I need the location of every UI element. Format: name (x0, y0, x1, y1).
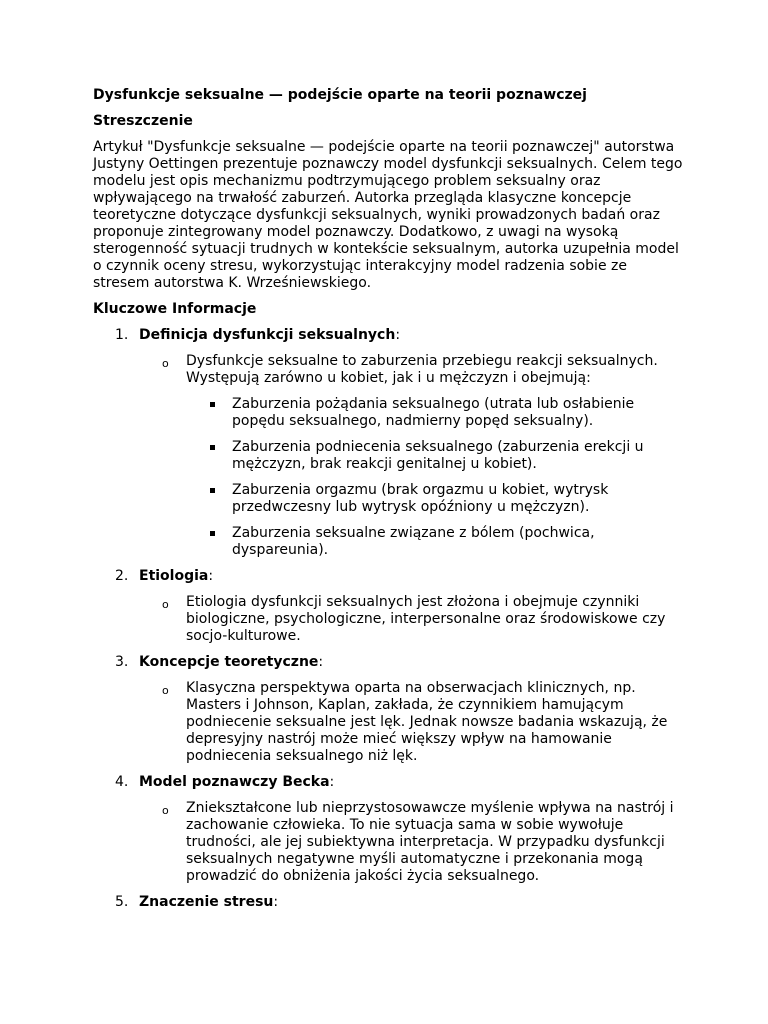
nested-list-item (186, 525, 683, 559)
item-colon: : (208, 568, 214, 584)
item-title: Znaczenie stresu (139, 894, 274, 910)
sub-list (139, 800, 683, 885)
item-colon: : (329, 774, 335, 790)
list-item-definition (93, 327, 683, 559)
item-colon: : (318, 654, 324, 670)
sub-list-item (139, 594, 683, 645)
circle-bullet-icon: o (162, 684, 169, 697)
item-colon: : (273, 894, 279, 910)
circle-bullet-icon: o (162, 357, 169, 370)
sub-list-item (139, 680, 683, 765)
sub-item-text: Etiologia dysfunkcji seksualnych jest złożona i obejmuje czynniki biologiczne, psychologiczne, interpersonalne oraz środowiskowe czy socjo-kulturowe. (186, 594, 666, 644)
list-item-stress (93, 894, 683, 911)
sub-list (139, 594, 683, 645)
nested-list-item (186, 482, 683, 516)
summary-paragraph: Artykuł "Dysfunkcje seksualne — podejście oparte na teorii poznawczej" autorstwa Justyny Oettingen prezentuje poznawczy model dysfunkcji seksualnych. Celem tego modelu jest opis mechanizmu podtrzymującego problem seksualny oraz wpływającego na trwałość zaburzeń. Autorka przegląda klasyczne koncepcje teoretyczne dotyczące dysfunkcji seksualnych, wyniki prowadzonych badań oraz proponuje zintegrowany model poznawczy. Dodatkowo, z uwagi na wysoką sterogenność sytuacji trudnych w kontekście seksualnym, autorka uzupełnia model o czynnik oceny stresu, wykorzystując interakcyjny model radzenia sobie ze stresem autorstwa K. Wrześniewskiego. (93, 139, 683, 291)
list-number: 1. (115, 327, 129, 343)
item-title: Definicja dysfunkcji seksualnych (139, 327, 396, 343)
sub-item-text: Dysfunkcje seksualne to zaburzenia przebiegu reakcji seksualnych. Występują zarówno u kobiet, jak i u mężczyzn i obejmują: (186, 353, 658, 386)
document-content (93, 87, 683, 920)
list-number: 5. (115, 894, 129, 910)
list-number: 2. (115, 568, 129, 584)
circle-bullet-icon: o (162, 598, 169, 611)
sub-item-text: Klasyczna perspektywa oparta na obserwacjach klinicznych, np. Masters i Johnson, Kaplan, zakłada, że czynnikiem hamującym podniecenie seksualne jest lęk. Jednak nowsze badania wskazują, że depresyjny nastrój może mieć większy wpływ na hamowanie podniecenia seksualnego niż lęk. (186, 680, 668, 764)
summary-heading: Streszczenie (93, 113, 193, 129)
nested-list-item (186, 396, 683, 430)
square-bullet-icon (210, 402, 215, 407)
key-info-list (93, 327, 683, 911)
list-number: 3. (115, 654, 129, 670)
document-title: Dysfunkcje seksualne — podejście oparte na teorii poznawczej (93, 87, 587, 103)
item-title: Koncepcje teoretyczne (139, 654, 319, 670)
square-bullet-icon (210, 531, 215, 536)
sub-list (139, 353, 683, 559)
list-item-theories (93, 654, 683, 765)
item-title: Etiologia (139, 568, 209, 584)
square-bullet-icon (210, 445, 215, 450)
list-item-beck-model (93, 774, 683, 885)
list-item-etiology (93, 568, 683, 645)
item-colon: : (395, 327, 401, 343)
nested-item-text: Zaburzenia pożądania seksualnego (utrata lub osłabienie popędu seksualnego, nadmierny popęd seksualny). (232, 396, 635, 429)
sub-list-item (139, 353, 683, 559)
item-title: Model poznawczy Becka (139, 774, 330, 790)
sub-item-text: Zniekształcone lub nieprzystosowawcze myślenie wpływa na nastrój i zachowanie człowieka. To nie sytuacja sama w sobie wywołuje trudności, ale jej subiektywna interpretacja. W przypadku dysfunkcji seksualnych negatywne myśli automatyczne i przekonania mogą prowadzić do obniżenia jakości życia seksualnego. (186, 800, 674, 884)
circle-bullet-icon: o (162, 804, 169, 817)
nested-list-item (186, 439, 683, 473)
nested-item-text: Zaburzenia orgazmu (brak orgazmu u kobiet, wytrysk przedwczesny lub wytrysk opóźniony u mężczyzn). (232, 482, 609, 515)
sub-list-item (139, 800, 683, 885)
nested-item-text: Zaburzenia podniecenia seksualnego (zaburzenia erekcji u mężczyzn, brak reakcji genitalnej u kobiet). (232, 439, 644, 472)
nested-item-text: Zaburzenia seksualne związane z bólem (pochwica, dyspareunia). (232, 525, 595, 558)
nested-list (186, 396, 683, 559)
sub-list (139, 680, 683, 765)
key-info-heading: Kluczowe Informacje (93, 301, 257, 317)
list-number: 4. (115, 774, 129, 790)
square-bullet-icon (210, 488, 215, 493)
